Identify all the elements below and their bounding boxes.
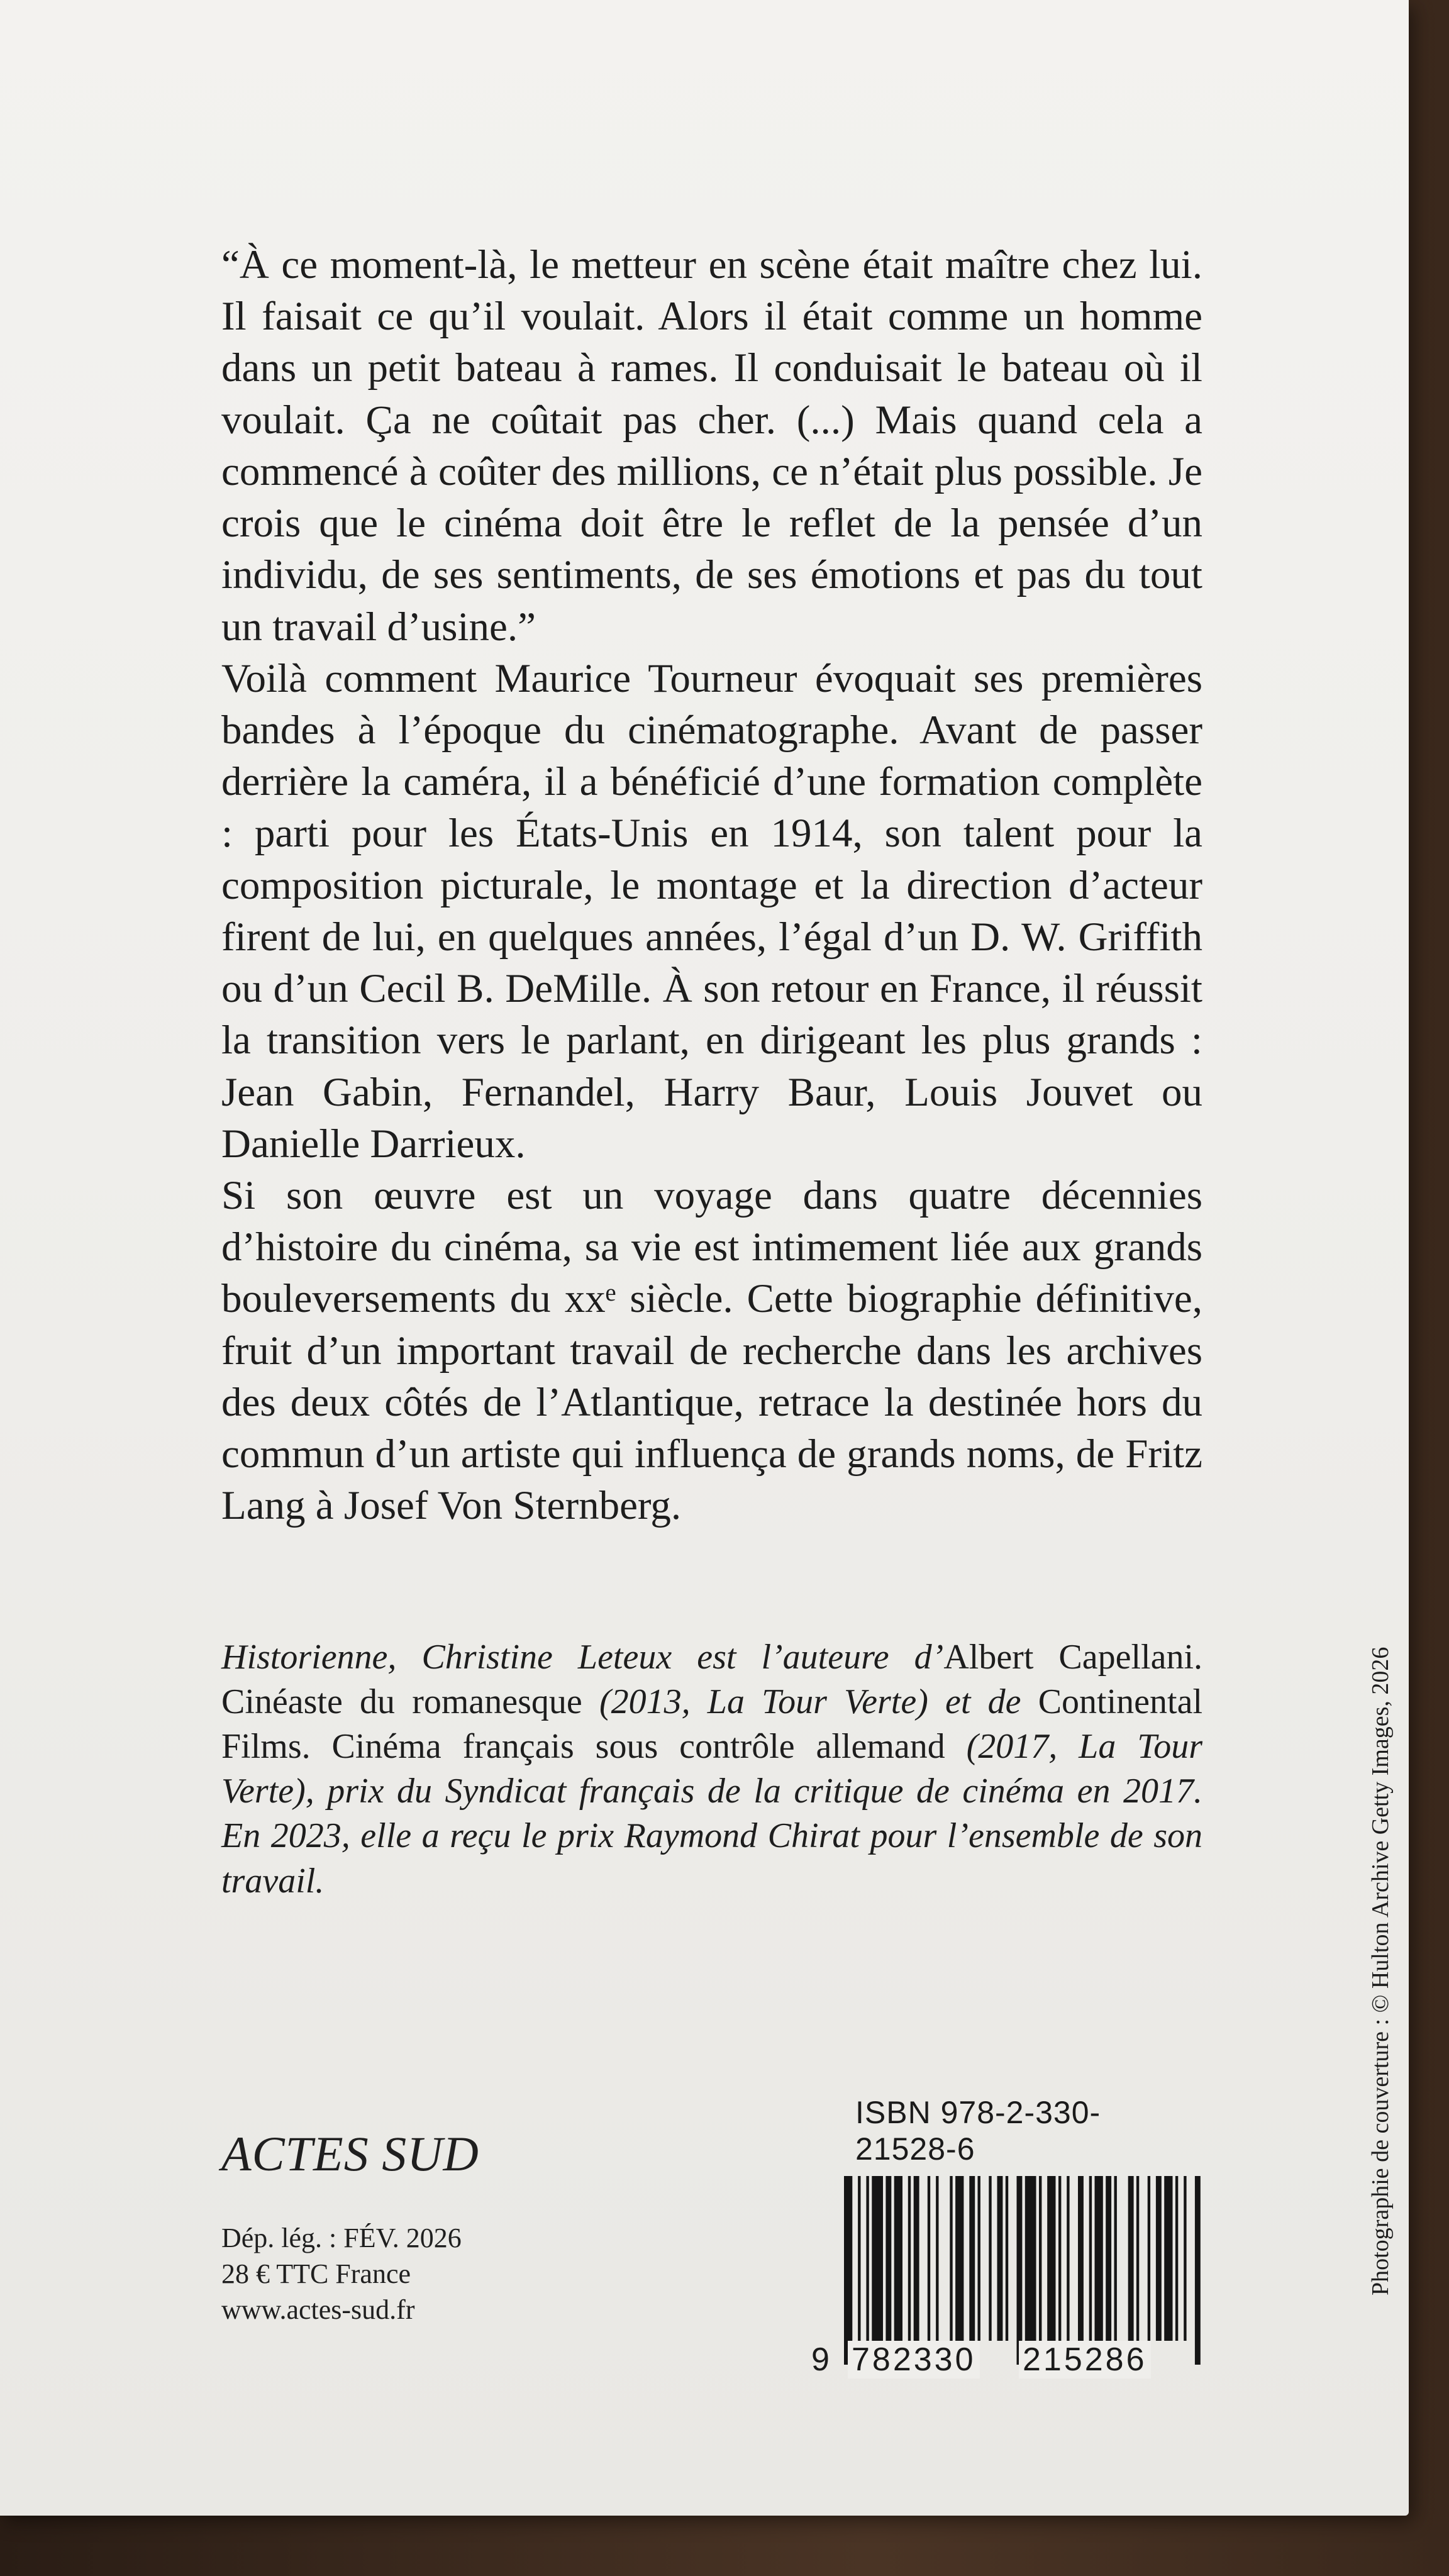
blurb-paragraph-biography: Si son œuvre est un voyage dans quatre décennies d’histoire du cinéma, sa vie est intimement liée aux grands bouleversements du xxᵉ siècle. Cette biographie définitive, fruit d’un important travail de recherche dans les archives des deux côtés de l’Atlantique, retrace la destinée hors du commun d’un artiste qui influença de grands noms, de Fritz Lang à Josef Von Sternberg. <box>221 1172 1202 1529</box>
barcode-bar <box>1067 2176 1069 2341</box>
barcode-bar <box>978 2176 980 2341</box>
barcode-bar <box>1025 2176 1036 2365</box>
barcode-bar <box>997 2176 1003 2341</box>
blurb <box>221 239 1202 1531</box>
barcode-digit-first: 9 <box>811 2341 830 2378</box>
author-book1-meta: (2013, La Tour Verte) et de <box>582 1682 1038 1722</box>
barcode-bar <box>1128 2176 1134 2341</box>
barcode-bar <box>844 2176 852 2365</box>
barcode <box>811 2176 1201 2384</box>
barcode-digits-group2: 215286 <box>1019 2341 1151 2379</box>
barcode-digits-group1: 782330 <box>848 2341 980 2379</box>
barcode-bar <box>866 2176 869 2341</box>
barcode-bar <box>928 2176 930 2341</box>
barcode-bar <box>1136 2176 1139 2341</box>
barcode-bar <box>1039 2176 1041 2341</box>
barcode-bar <box>955 2176 963 2341</box>
barcode-bar <box>1058 2176 1061 2341</box>
author-book2-title: Continental Films. Cinéma français sous contrôle allemand <box>221 1682 1202 1767</box>
barcode-bar <box>858 2176 860 2365</box>
barcode-icon <box>811 2176 1201 2365</box>
barcode-bar <box>1078 2176 1084 2341</box>
barcode-bar <box>886 2176 891 2341</box>
barcode-bar <box>1195 2176 1201 2365</box>
barcode-bar <box>1047 2176 1055 2341</box>
price: 28 € TTC France <box>221 2258 411 2290</box>
barcode-bar <box>936 2176 938 2341</box>
barcode-bar <box>872 2176 883 2341</box>
publisher-website: www.actes-sud.fr <box>221 2294 415 2326</box>
barcode-bar <box>1006 2176 1008 2341</box>
barcode-bar <box>1184 2176 1186 2341</box>
barcode-bar <box>914 2176 919 2341</box>
author-book1-title: Albert Capellani. Cinéaste du romanesque <box>221 1638 1203 1722</box>
cover-credit-container <box>1358 1547 1402 2296</box>
barcode-bar <box>908 2176 911 2341</box>
author-bio-paragraph <box>221 1635 1202 1904</box>
barcode-bar <box>950 2176 952 2341</box>
barcode-bar <box>1175 2176 1178 2341</box>
barcode-bar <box>1095 2176 1103 2341</box>
barcode-bar <box>989 2176 991 2341</box>
barcode-bar <box>1156 2176 1162 2341</box>
blurb-paragraph-career: Voilà comment Maurice Tourneur évoquait ses premières bandes à l’époque du cinématographe. Avant de passer derrière la caméra, il a bénéficié d’une formation complète : parti pour les États-Unis en 1914, son talent pour la composition picturale, le montage et la direction d’acteur firent de lui, en quelques années, l’égal d’un D. W. Griffith ou d’un Cecil B. DeMille. À son retour en France, il réussit la transition vers le parlant, en dirigeant les plus grands : Jean Gabin, Fernandel, Harry Baur, Louis Jouvet ou Danielle Darrieux. <box>221 655 1202 1167</box>
author-bio-intro: Historienne, Christine Leteux est l’auteure d’ <box>221 1638 944 1677</box>
blurb-quote-paragraph: “À ce moment-là, le metteur en scène était maître chez lui. Il faisait ce qu’il voulait. Alors il était comme un homme dans un petit bateau à rames. Il conduisait le bateau où il voulait. Ça ne coûtait pas cher. (...) Mais quand cela a commencé à coûter des millions, ce n’était plus possible. Je crois que le cinéma doit être le reflet de la pensée d’un individu, de ses sentiments, de ses émotions et pas du tout un travail d’usine.” <box>221 242 1202 650</box>
barcode-bar <box>1148 2176 1150 2341</box>
barcode-bar <box>1114 2176 1117 2341</box>
isbn-block <box>811 2094 1201 2384</box>
barcode-bar <box>894 2176 902 2341</box>
depot-legal: Dép. lég. : FÉV. 2026 <box>221 2223 462 2253</box>
barcode-bar <box>1089 2176 1092 2341</box>
barcode-bar <box>1106 2176 1111 2341</box>
isbn-label: ISBN 978-2-330-21528-6 <box>855 2095 1101 2167</box>
barcode-bar <box>969 2176 975 2341</box>
cover-credit: Photographie de couverture : © Hulton Archive Getty Images, 2026 <box>1367 1646 1394 2296</box>
publisher-logo: ACTES SUD <box>221 2126 479 2181</box>
author-bio <box>221 1635 1202 1904</box>
barcode-bar <box>1164 2176 1172 2341</box>
publisher-info <box>221 2126 599 2328</box>
author-book2-meta: (2017, La Tour Verte), prix du Syndicat français de la critique de cinéma en 2017. En 2023, elle a reçu le prix Raymond Chirat pour l’ensemble de son travail. <box>221 1727 1202 1901</box>
barcode-bar <box>1017 2176 1023 2365</box>
